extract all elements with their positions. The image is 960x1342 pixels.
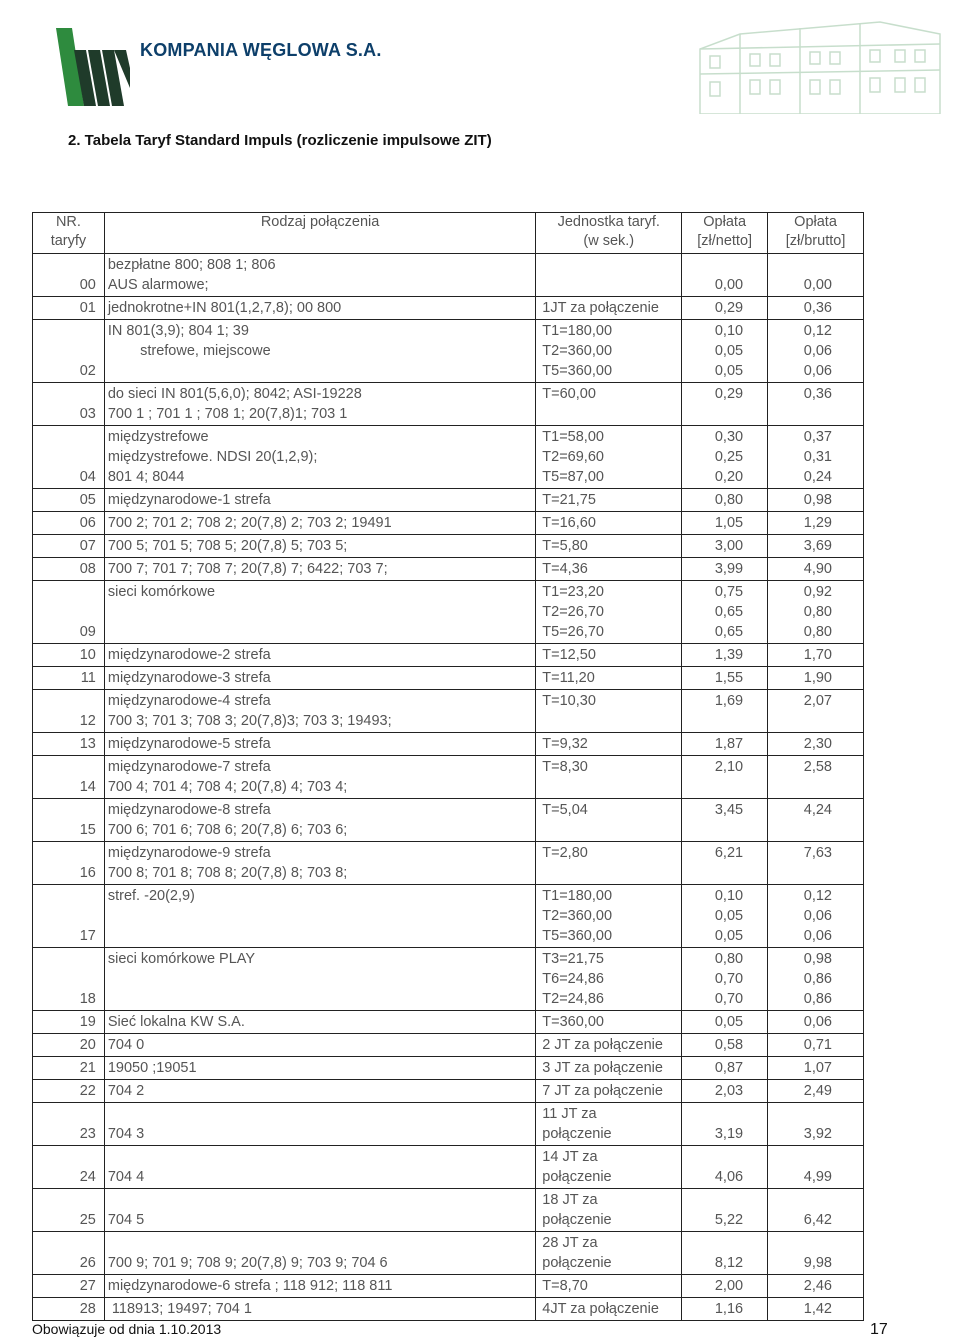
cell-nr: 02	[33, 320, 105, 383]
cell-nr: 28	[33, 1298, 105, 1321]
cell-jednostka: 14 JT za połączenie	[536, 1146, 682, 1189]
cell-nr: 01	[33, 297, 105, 320]
cell-brutto: 0,00	[803, 277, 832, 293]
table-row	[33, 254, 864, 297]
table-row	[33, 383, 864, 426]
cell-brutto: 4,99	[803, 1169, 832, 1185]
cell-brutto: 0,98	[803, 492, 832, 508]
cell-rodzaj: 700 2; 701 2; 708 2; 20(7,8) 2; 703 2; 19491	[104, 512, 535, 535]
cell-rodzaj: Sieć lokalna KW S.A.	[104, 1011, 535, 1034]
cell-nr: 05	[33, 489, 105, 512]
header-nr: NR. taryfy	[33, 213, 105, 254]
cell-jednostka: T=8,70	[536, 1275, 682, 1298]
cell-brutto: 2,07	[803, 693, 832, 709]
cell-brutto: 0,98 0,86 0,86	[803, 951, 832, 1007]
cell-brutto: 0,06	[803, 1014, 832, 1030]
cell-rodzaj: 704 2	[104, 1080, 535, 1103]
table-row	[33, 297, 864, 320]
table-row	[33, 948, 864, 1011]
cell-nr: 25	[33, 1189, 105, 1232]
cell-rodzaj: 704 3	[104, 1103, 535, 1146]
cell-netto: 0,87	[682, 1057, 768, 1080]
table-header-row	[33, 213, 864, 254]
table-row	[33, 1232, 864, 1275]
cell-nr: 20	[33, 1034, 105, 1057]
cell-brutto: 0,36	[803, 300, 832, 316]
cell-jednostka: T1=23,20 T2=26,70 T5=26,70	[536, 581, 682, 644]
cell-jednostka: 4JT za połączenie	[536, 1298, 682, 1321]
cell-nr: 04	[33, 426, 105, 489]
cell-jednostka: 7 JT za połączenie	[536, 1080, 682, 1103]
table-row	[33, 842, 864, 885]
cell-rodzaj: 19050 ;19051	[104, 1057, 535, 1080]
cell-jednostka: T=9,32	[536, 733, 682, 756]
cell-nr: 23	[33, 1103, 105, 1146]
cell-rodzaj: IN 801(3,9); 804 1; 39 strefowe, miejscowe	[104, 320, 535, 383]
cell-nr: 07	[33, 535, 105, 558]
cell-netto: 0,10 0,05 0,05	[682, 885, 768, 948]
cell-jednostka: T=5,04	[536, 799, 682, 842]
table-row	[33, 558, 864, 581]
cell-jednostka: T=4,36	[536, 558, 682, 581]
table-row	[33, 1080, 864, 1103]
cell-rodzaj: stref. -20(2,9)	[104, 885, 535, 948]
cell-brutto: 1,07	[803, 1060, 832, 1076]
cell-jednostka: T=21,75	[536, 489, 682, 512]
cell-jednostka	[536, 254, 682, 297]
cell-netto: 6,21	[682, 842, 768, 885]
cell-netto: 0,80 0,70 0,70	[682, 948, 768, 1011]
cell-netto: 0,30 0,25 0,20	[682, 426, 768, 489]
cell-brutto: 2,58	[803, 759, 832, 775]
cell-rodzaj: 704 0	[104, 1034, 535, 1057]
table-row	[33, 512, 864, 535]
table-row	[33, 733, 864, 756]
cell-rodzaj: międzynarodowe-1 strefa	[104, 489, 535, 512]
cell-netto: 1,16	[682, 1298, 768, 1321]
header-jednostka: Jednostka taryf. (w sek.)	[536, 213, 682, 254]
cell-nr: 24	[33, 1146, 105, 1189]
cell-nr: 15	[33, 799, 105, 842]
cell-brutto: 1,29	[803, 515, 832, 531]
cell-netto: 2,10	[682, 756, 768, 799]
cell-nr: 27	[33, 1275, 105, 1298]
cell-netto: 0,58	[682, 1034, 768, 1057]
table-row	[33, 320, 864, 383]
cell-nr: 03	[33, 383, 105, 426]
table-row	[33, 799, 864, 842]
cell-rodzaj: bezpłatne 800; 808 1; 806 AUS alarmowe;	[104, 254, 535, 297]
cell-rodzaj: sieci komórkowe	[104, 581, 535, 644]
cell-nr: 13	[33, 733, 105, 756]
cell-netto: 3,45	[682, 799, 768, 842]
cell-jednostka: T1=180,00 T2=360,00 T5=360,00	[536, 885, 682, 948]
cell-jednostka: T=2,80	[536, 842, 682, 885]
cell-rodzaj: międzynarodowe-8 strefa 700 6; 701 6; 708 6; 20(7,8) 6; 703 6;	[104, 799, 535, 842]
table-row	[33, 1034, 864, 1057]
table-row	[33, 1189, 864, 1232]
cell-brutto: 1,42	[803, 1301, 832, 1317]
table-row	[33, 581, 864, 644]
cell-brutto: 1,90	[803, 670, 832, 686]
cell-brutto: 0,37 0,31 0,24	[803, 429, 832, 485]
cell-rodzaj: międzynarodowe-4 strefa 700 3; 701 3; 708 3; 20(7,8)3; 703 3; 19493;	[104, 690, 535, 733]
cell-netto: 1,39	[682, 644, 768, 667]
cell-rodzaj: międzystrefowe międzystrefowe. NDSI 20(1,2,9); 801 4; 8044	[104, 426, 535, 489]
cell-netto: 1,05	[682, 512, 768, 535]
cell-nr: 11	[33, 667, 105, 690]
cell-netto: 5,22	[682, 1189, 768, 1232]
cell-rodzaj: 704 5	[104, 1189, 535, 1232]
cell-jednostka: T=5,80	[536, 535, 682, 558]
cell-brutto: 0,12 0,06 0,06	[803, 323, 832, 379]
company-name: KOMPANIA WĘGLOWA S.A.	[140, 40, 382, 60]
cell-rodzaj: 700 5; 701 5; 708 5; 20(7,8) 5; 703 5;	[104, 535, 535, 558]
cell-nr: 18	[33, 948, 105, 1011]
cell-rodzaj: międzynarodowe-6 strefa ; 118 912; 118 811	[104, 1275, 535, 1298]
table-row	[33, 690, 864, 733]
cell-nr: 21	[33, 1057, 105, 1080]
cell-nr: 08	[33, 558, 105, 581]
table-row	[33, 1011, 864, 1034]
cell-brutto: 3,69	[803, 538, 832, 554]
building-watermark	[680, 4, 960, 114]
cell-rodzaj: 118913; 19497; 704 1	[104, 1298, 535, 1321]
section-title: 2. Tabela Taryf Standard Impuls (rozliczenie impulsowe ZIT)	[68, 132, 492, 149]
cell-jednostka: T1=180,00 T2=360,00 T5=360,00	[536, 320, 682, 383]
table-row	[33, 1298, 864, 1321]
cell-nr: 16	[33, 842, 105, 885]
cell-jednostka: 2 JT za połączenie	[536, 1034, 682, 1057]
company-logo	[52, 28, 130, 106]
cell-netto: 1,55	[682, 667, 768, 690]
cell-netto: 0,29	[682, 383, 768, 426]
table-row	[33, 535, 864, 558]
cell-nr: 06	[33, 512, 105, 535]
cell-rodzaj: międzynarodowe-3 strefa	[104, 667, 535, 690]
cell-brutto: 2,30	[803, 736, 832, 752]
cell-nr: 22	[33, 1080, 105, 1103]
cell-rodzaj: międzynarodowe-9 strefa 700 8; 701 8; 708 8; 20(7,8) 8; 703 8;	[104, 842, 535, 885]
table-row	[33, 1146, 864, 1189]
cell-netto: 2,00	[682, 1275, 768, 1298]
cell-netto: 0,10 0,05 0,05	[682, 320, 768, 383]
cell-brutto: 0,92 0,80 0,80	[803, 584, 832, 640]
cell-netto: 8,12	[682, 1232, 768, 1275]
cell-rodzaj: do sieci IN 801(5,6,0); 8042; ASI-19228 700 1 ; 701 1 ; 708 1; 20(7,8)1; 703 1	[104, 383, 535, 426]
cell-brutto: 9,98	[803, 1255, 832, 1271]
cell-brutto: 0,71	[803, 1037, 832, 1053]
cell-netto: 3,99	[682, 558, 768, 581]
cell-netto: 1,87	[682, 733, 768, 756]
cell-brutto: 3,92	[803, 1126, 832, 1142]
cell-nr: 12	[33, 690, 105, 733]
cell-jednostka: 18 JT za połączenie	[536, 1189, 682, 1232]
cell-nr: 10	[33, 644, 105, 667]
cell-brutto: 0,12 0,06 0,06	[803, 888, 832, 944]
cell-rodzaj: jednokrotne+IN 801(1,2,7,8); 00 800	[104, 297, 535, 320]
cell-jednostka: 3 JT za połączenie	[536, 1057, 682, 1080]
cell-brutto: 4,24	[803, 802, 832, 818]
cell-jednostka: T=360,00	[536, 1011, 682, 1034]
table-row	[33, 426, 864, 489]
page-number: 17	[870, 1321, 888, 1338]
cell-brutto: 7,63	[803, 845, 832, 861]
cell-brutto: 4,90	[803, 561, 832, 577]
cell-jednostka: T=8,30	[536, 756, 682, 799]
cell-brutto: 2,46	[803, 1278, 832, 1294]
cell-netto: 0,29	[682, 297, 768, 320]
table-row	[33, 644, 864, 667]
cell-rodzaj: międzynarodowe-5 strefa	[104, 733, 535, 756]
cell-nr: 26	[33, 1232, 105, 1275]
cell-netto: 2,03	[682, 1080, 768, 1103]
table-row	[33, 885, 864, 948]
table-row	[33, 1275, 864, 1298]
cell-netto: 0,75 0,65 0,65	[682, 581, 768, 644]
cell-rodzaj: 704 4	[104, 1146, 535, 1189]
cell-brutto: 6,42	[803, 1212, 832, 1228]
cell-nr: 14	[33, 756, 105, 799]
footer-valid-from: Obowiązuje od dnia 1.10.2013	[32, 1321, 222, 1337]
cell-netto: 3,00	[682, 535, 768, 558]
cell-netto: 0,00	[682, 254, 768, 297]
cell-nr: 09	[33, 581, 105, 644]
cell-netto: 4,06	[682, 1146, 768, 1189]
cell-netto: 0,05	[682, 1011, 768, 1034]
cell-nr: 00	[33, 254, 105, 297]
cell-jednostka: T=12,50	[536, 644, 682, 667]
table-row	[33, 489, 864, 512]
cell-rodzaj: międzynarodowe-7 strefa 700 4; 701 4; 708 4; 20(7,8) 4; 703 4;	[104, 756, 535, 799]
cell-rodzaj: międzynarodowe-2 strefa	[104, 644, 535, 667]
table-row	[33, 667, 864, 690]
table-row	[33, 756, 864, 799]
cell-jednostka: T=60,00	[536, 383, 682, 426]
tariff-table	[32, 212, 864, 1321]
cell-jednostka: 11 JT za połączenie	[536, 1103, 682, 1146]
header-rodzaj: Rodzaj połączenia	[104, 213, 535, 254]
cell-nr: 17	[33, 885, 105, 948]
cell-jednostka: T=10,30	[536, 690, 682, 733]
cell-brutto: 2,49	[803, 1083, 832, 1099]
cell-jednostka: 28 JT za połączenie	[536, 1232, 682, 1275]
table-row	[33, 1103, 864, 1146]
header-netto: Opłata [zł/netto]	[682, 213, 768, 254]
table-row	[33, 1057, 864, 1080]
cell-rodzaj: 700 7; 701 7; 708 7; 20(7,8) 7; 6422; 703 7;	[104, 558, 535, 581]
header-brutto: Opłata [zł/brutto]	[785, 214, 846, 249]
cell-brutto: 1,70	[803, 647, 832, 663]
cell-jednostka: T1=58,00 T2=69,60 T5=87,00	[536, 426, 682, 489]
cell-jednostka: T3=21,75 T6=24,86 T2=24,86	[536, 948, 682, 1011]
cell-nr: 19	[33, 1011, 105, 1034]
cell-rodzaj: sieci komórkowe PLAY	[104, 948, 535, 1011]
cell-brutto: 0,36	[803, 386, 832, 402]
cell-rodzaj: 700 9; 701 9; 708 9; 20(7,8) 9; 703 9; 704 6	[104, 1232, 535, 1275]
cell-jednostka: T=11,20	[536, 667, 682, 690]
cell-jednostka: T=16,60	[536, 512, 682, 535]
cell-jednostka: 1JT za połączenie	[536, 297, 682, 320]
cell-netto: 1,69	[682, 690, 768, 733]
cell-netto: 0,80	[682, 489, 768, 512]
cell-netto: 3,19	[682, 1103, 768, 1146]
